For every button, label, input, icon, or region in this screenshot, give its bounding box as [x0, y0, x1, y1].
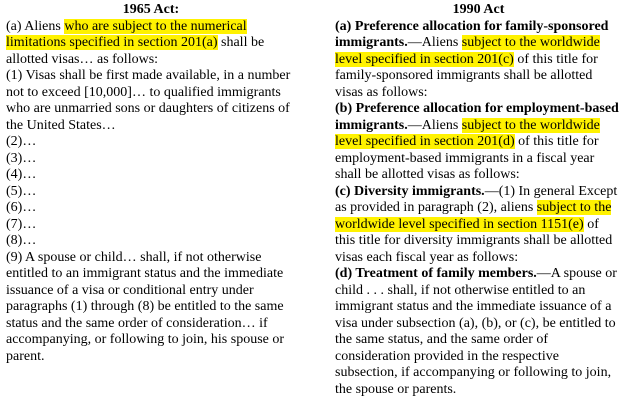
heading-1965-act: 1965 Act:: [122, 2, 180, 17]
text-a-post: of this title for family-sponsored immigrants shall be allotted visas as follows:: [335, 51, 598, 100]
highlight-201c: subject to the worldwide level specified in section 201(c): [335, 35, 600, 67]
item-3: (3)…: [6, 150, 37, 166]
item-6: (6)…: [6, 200, 37, 215]
paragraph-d-1990: [335, 266, 622, 398]
bold-c: (c) Diversity immigrants.: [335, 183, 485, 199]
text-a-pre: —Aliens: [407, 35, 462, 50]
item-1: (1) Visas shall be first made available, in a number not to exceed [10,000]… to qualified immigrants who are unmarried sons or daughters of citizens of the United States…: [6, 68, 291, 133]
text-c-pre: —(1) In general Except as provided in paragraph (2), aliens: [335, 183, 618, 215]
text-a-pre: (a) Aliens: [6, 18, 65, 34]
text-a-post: shall be allotted visas… as follows:: [6, 35, 265, 67]
paragraph-a-1965: [6, 19, 296, 69]
paragraph-b-1990: [335, 101, 622, 184]
item-7: (7)…: [6, 216, 37, 232]
text-b-pre: —Aliens: [407, 117, 462, 133]
highlight-201d: subject to the worldwide level specified in section 201(d): [335, 117, 600, 149]
text-c-post: of this title for diversity immigrants shall be allotted visas each fiscal year as follows:: [335, 216, 613, 265]
item-8: (8)…: [6, 233, 37, 248]
text-d-post: —A spouse or child . . . shall, if not otherwise entitled to an immigrant status and the immediate issuance of a visa under subsection (a), (b), or (c), be entitled to the same status, and the same order of consideration provided in the respective subsection, if accompanying or following to join, the spouse or parents.: [335, 266, 617, 397]
column-1990-act: [335, 2, 622, 398]
item-9: (9) A spouse or child… shall, if not otherwise entitled to an immigrant status and the immediate issuance of a visa or conditional entry under paragraphs (1) through (8) be entitled to the same status and the same order of consideration… if accompanying, or following to join, his spouse or parent.: [6, 249, 285, 364]
highlight-numerical-limitations: who are subject to the numerical limitations specified in section 201(a): [6, 18, 247, 50]
item-5: (5)…: [6, 183, 37, 199]
paragraph-c-1990: [335, 184, 622, 267]
bold-b: (b) Preference allocation for employment-based immigrants.: [335, 101, 619, 133]
item-4: (4)…: [6, 167, 37, 182]
heading-1990-act: 1990 Act: [452, 2, 505, 17]
highlight-1151e: subject to the worldwide level specified in section 1151(e): [335, 200, 612, 232]
text-b-post: of this title for employment-based immigrants in a fiscal year shall be allotted visas as follows:: [335, 134, 599, 182]
bold-a: (a) Preference allocation for family-sponsored immigrants.: [335, 18, 609, 50]
paragraph-a-1990: [335, 19, 622, 102]
column-1965-act: [6, 2, 296, 365]
bold-d: (d) Treatment of family members.: [335, 266, 537, 281]
item-2: (2)…: [6, 134, 37, 149]
